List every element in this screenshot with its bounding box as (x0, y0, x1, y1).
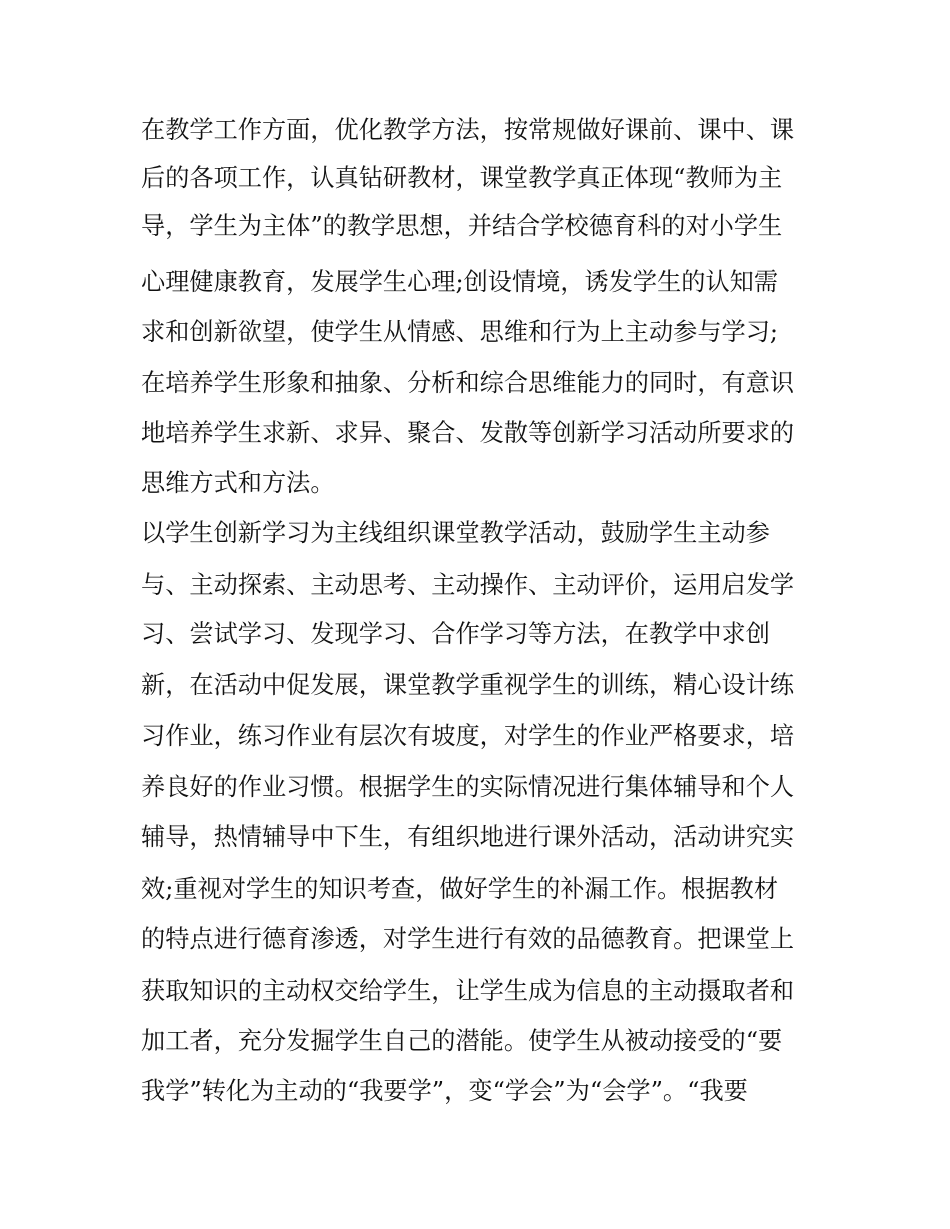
text-line: 后的各项工作，认真钻研教材，课堂教学真正体现“教师为主 (141, 164, 783, 192)
text-line: 新，在活动中促发展，课堂教学重视学生的训练，精心设计练 (141, 671, 795, 699)
text-line: 导，学生为主体”的教学思想，并结合学校德育科的对小学生 (141, 212, 783, 240)
text-line: 地培养学生求新、求异、聚合、发散等创新学习活动所要求的 (141, 419, 795, 447)
text-line: 心理健康教育，发展学生心理;创设情境，诱发学生的认知需 (141, 268, 779, 296)
text-line: 辅导，热情辅导中下生，有组织地进行课外活动，活动讲究实 (141, 823, 795, 851)
text-line: 以学生创新学习为主线组织课堂教学活动，鼓励学生主动参 (141, 519, 770, 547)
text-line: 思维方式和方法。 (141, 469, 335, 497)
text-line: 养良好的作业习惯。根据学生的实际情况进行集体辅导和个人 (141, 773, 795, 801)
text-line: 求和创新欲望，使学生从情感、思维和行为上主动参与学习; (141, 318, 779, 346)
text-line: 习作业，练习作业有层次有坡度，对学生的作业严格要求，培 (141, 722, 795, 750)
text-line: 习、尝试学习、发现学习、合作学习等方法，在教学中求创 (141, 620, 770, 648)
text-line: 我学”转化为主动的“我要学”，变“学会”为“会学”。“我要 (141, 1077, 748, 1105)
text-line: 的特点进行德育渗透，对学生进行有效的品德教育。把课堂上 (141, 925, 795, 953)
text-line: 效;重视对学生的知识考查，做好学生的补漏工作。根据教材 (141, 875, 779, 903)
text-line: 与、主动探索、主动思考、主动操作、主动评价，运用启发学 (141, 571, 795, 599)
text-line: 获取知识的主动权交给学生，让学生成为信息的主动摄取者和 (141, 977, 795, 1005)
text-line: 在培养学生形象和抽象、分析和综合思维能力的同时，有意识 (141, 369, 795, 397)
text-line: 在教学工作方面，优化教学方法，按常规做好课前、课中、课 (141, 116, 795, 144)
text-line: 加工者，充分发掘学生自己的潜能。使学生从被动接受的“要 (141, 1027, 783, 1055)
